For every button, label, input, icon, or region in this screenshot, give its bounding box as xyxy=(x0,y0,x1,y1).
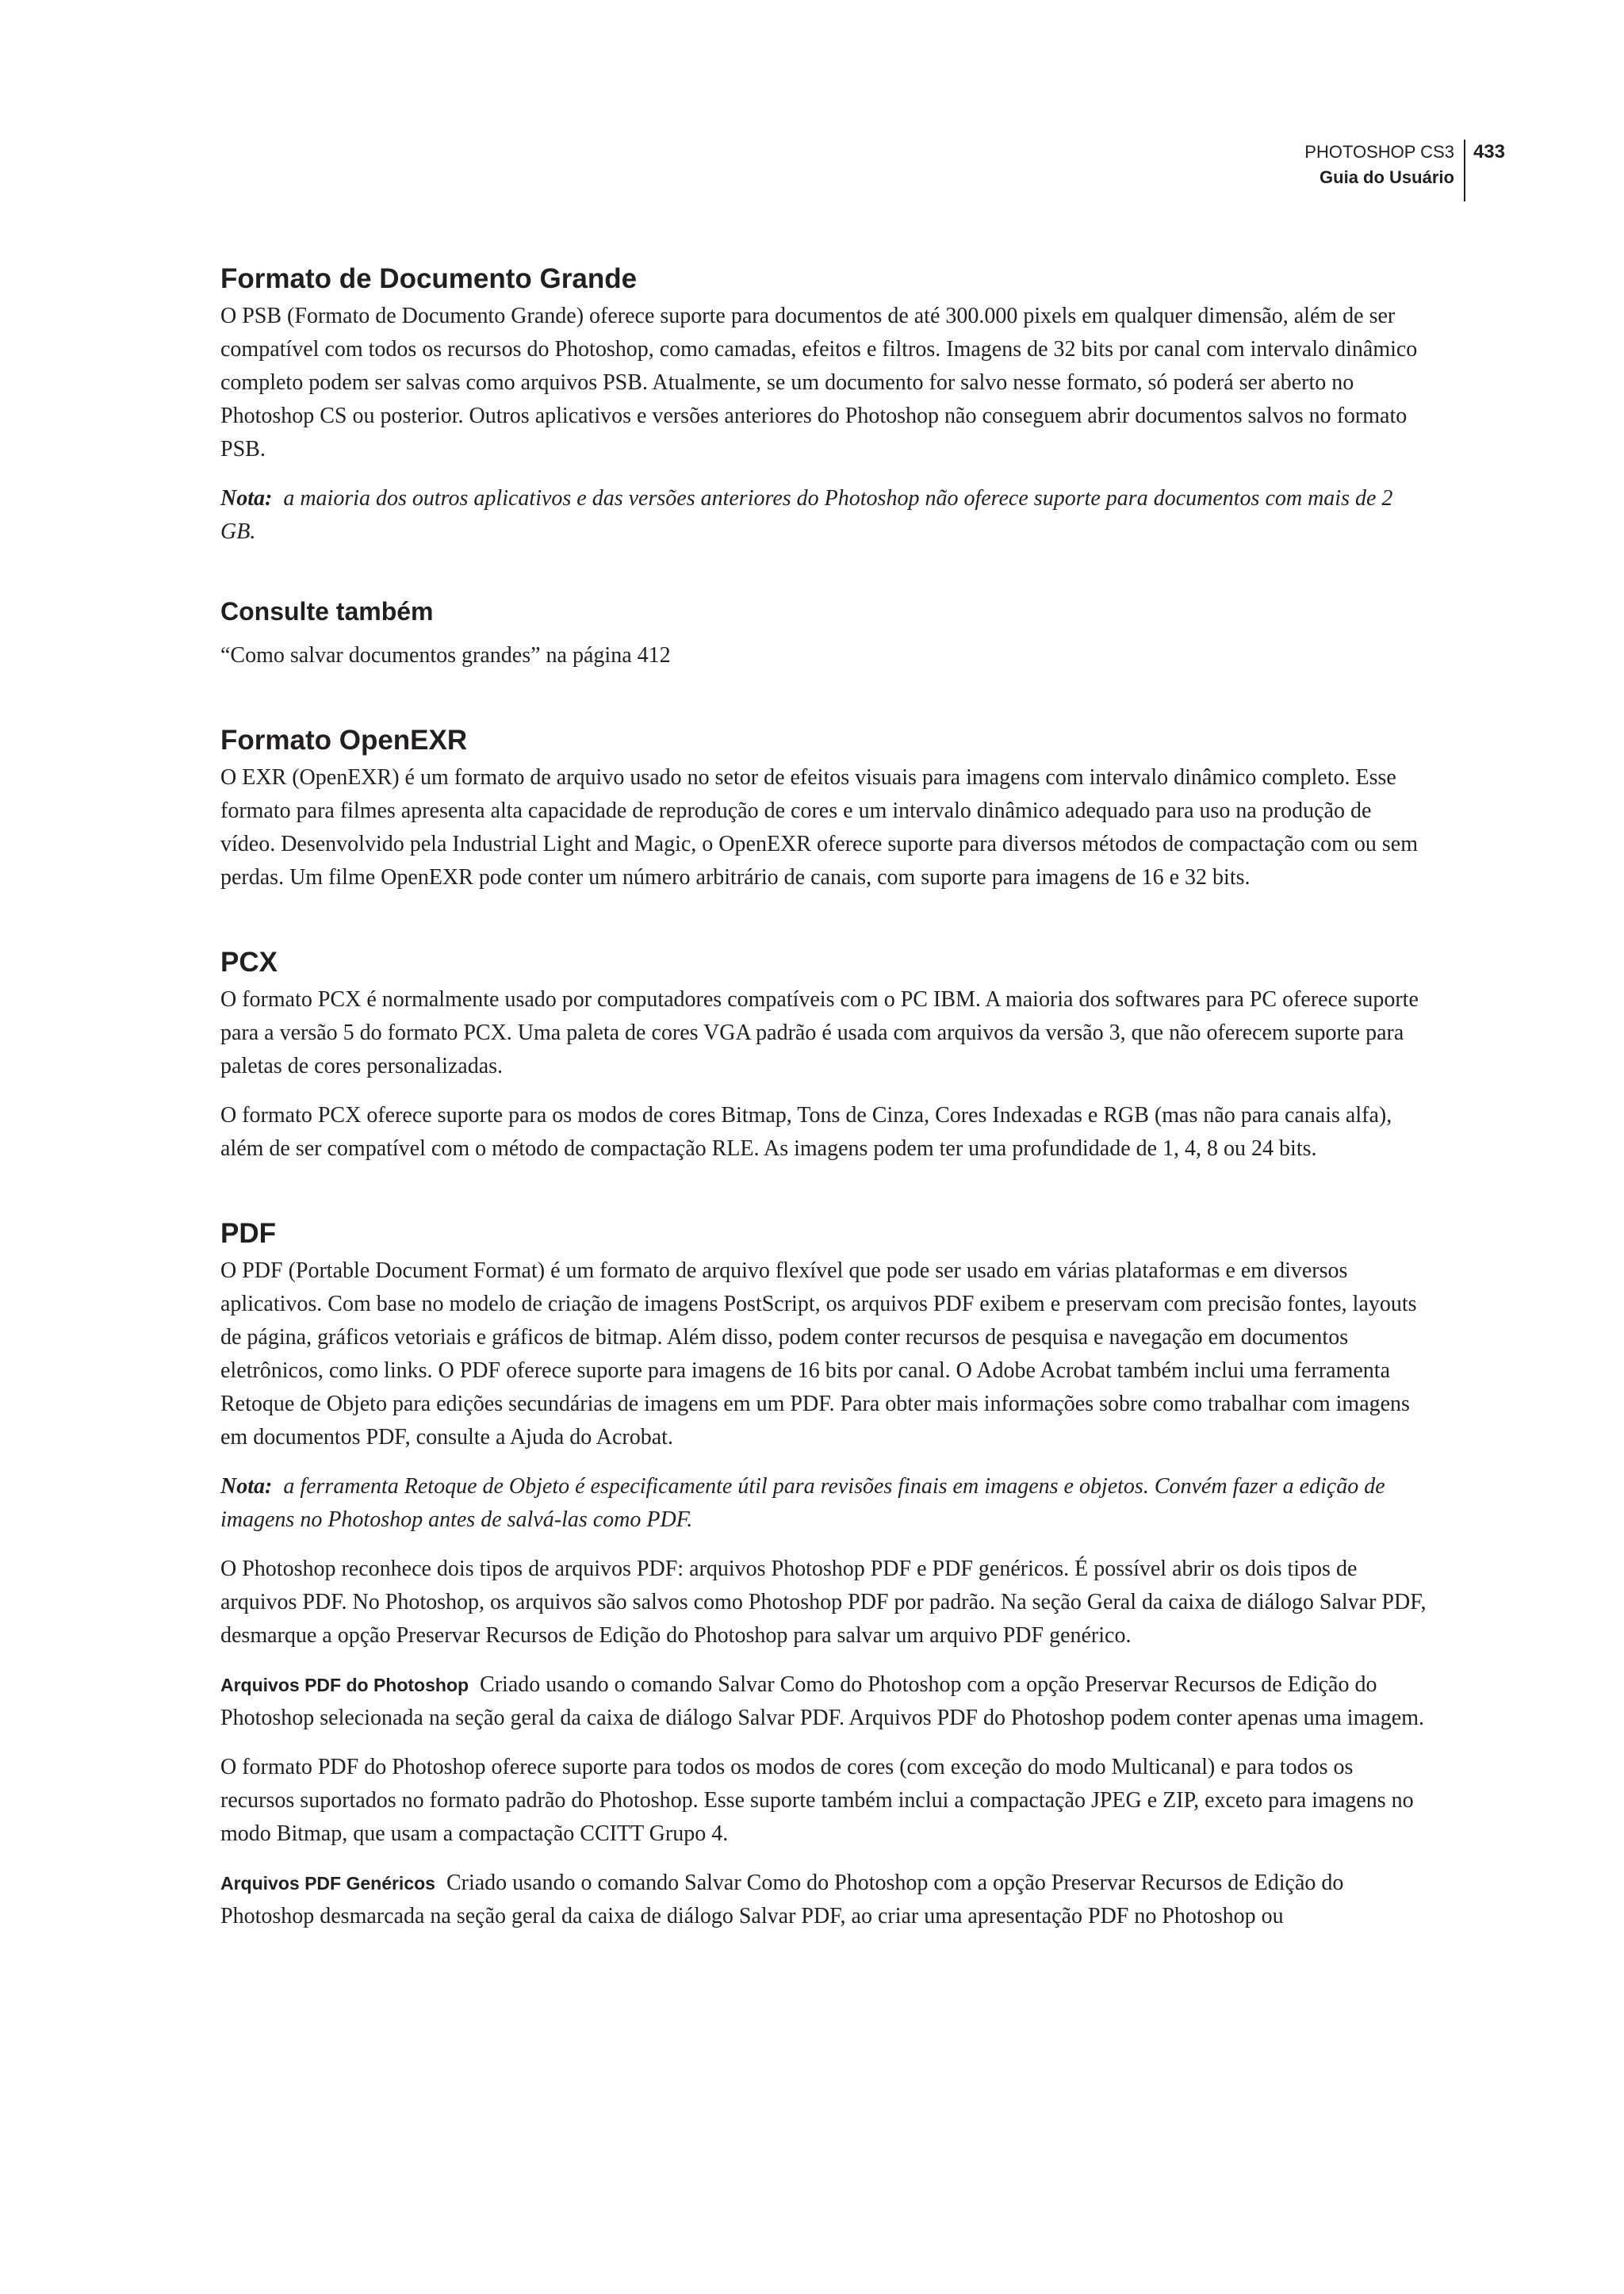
header-product: PHOTOSHOP CS3 xyxy=(1304,142,1454,162)
heading-pcx: PCX xyxy=(220,947,278,978)
note-text: a maioria dos outros aplicativos e das versões anteriores do Photoshop não oferece suporte para documentos com mais de 2 GB. xyxy=(220,486,1393,544)
heading-pdf: PDF xyxy=(220,1218,276,1249)
openexr-paragraph: O EXR (OpenEXR) é um formato de arquivo usado no setor de efeitos visuais para imagens com intervalo dinâmico completo. Esse formato para filmes apresenta alta capacidade de reprodução de cores e um intervalo dinâmico adequado para uso na produção de vídeo. Desenvolvido pela Industrial Light and Magic, o OpenEXR oferece suporte para diversos métodos de compactação com ou sem perdas. Um filme OpenEXR pode conter um número arbitrário de canais, com suporte para imagens de 16 e 32 bits. xyxy=(220,765,1418,890)
header-titles xyxy=(1304,140,1465,201)
note-label: Nota: xyxy=(220,1474,273,1499)
psb-note xyxy=(220,482,1427,549)
note-label: Nota: xyxy=(220,486,273,511)
heading-psb: Formato de Documento Grande xyxy=(220,263,638,294)
pdf-paragraph-3: O formato PDF do Photoshop oferece suporte para todos os modos de cores (com exceção do modo Multicanal) e para todos os recursos suportados no formato padrão do Photoshop. Esse suporte também inclui a compactação JPEG e ZIP, exceto para imagens no modo Bitmap, que usam a compactação CCITT Grupo 4. xyxy=(220,1755,1414,1846)
pdf-term-photoshop xyxy=(220,1668,1427,1735)
heading-see-also: Consulte também xyxy=(220,597,434,626)
pcx-paragraph-1: O formato PCX é normalmente usado por computadores compatíveis com o PC IBM. A maioria dos softwares para PC oferece suporte para a versão 5 do formato PCX. Uma paleta de cores VGA padrão é usada com arquivos da versão 3, que não oferecem suporte para paletas de cores personalizadas. xyxy=(220,987,1419,1078)
term-label: Arquivos PDF do Photoshop xyxy=(220,1675,469,1695)
page-number: 433 xyxy=(1473,141,1505,163)
pdf-paragraph-1: O PDF (Portable Document Format) é um formato de arquivo flexível que pode ser usado em várias plataformas e em diversos aplicativos. Com base no modelo de criação de imagens PostScript, os arquivos PDF exibem e preservam com precisão fontes, layouts de página, gráficos vetoriais e gráficos de bitmap. Além disso, podem conter recursos de pesquisa e navegação em documentos eletrônicos, como links. O PDF oferece suporte para imagens de 16 bits por canal. O Adobe Acrobat também inclui uma ferramenta Retoque de Objeto para edições secundárias de imagens em um PDF. Para obter mais informações sobre como trabalhar com imagens em documentos PDF, consulte a Ajuda do Acrobat. xyxy=(220,1258,1417,1450)
pdf-paragraph-2: O Photoshop reconhece dois tipos de arquivos PDF: arquivos Photoshop PDF e PDF genéricos. É possível abrir os dois tipos de arquivos PDF. No Photoshop, os arquivos são salvos como Photoshop PDF por padrão. Na seção Geral da caixa de diálogo Salvar PDF, desmarque a opção Preservar Recursos de Edição do Photoshop para salvar um arquivo PDF genérico. xyxy=(220,1557,1427,1648)
running-header xyxy=(1304,140,1505,201)
section-openexr xyxy=(220,723,1427,894)
term-label: Arquivos PDF Genéricos xyxy=(220,1873,435,1894)
header-guide: Guia do Usuário xyxy=(1320,167,1454,187)
page-content xyxy=(220,262,1427,1984)
psb-paragraph: O PSB (Formato de Documento Grande) oferece suporte para documentos de até 300.000 pixels em qualquer dimensão, além de ser compatível com todos os recursos do Photoshop, como camadas, efeitos e filtros. Imagens de 32 bits por canal com intervalo dinâmico completo podem ser salvas como arquivos PSB. Atualmente, se um documento for salvo nesse formato, só poderá ser aberto no Photoshop CS ou posterior. Outros aplicativos e versões anteriores do Photoshop não conseguem abrir documentos salvos no formato PSB. xyxy=(220,304,1418,461)
pcx-paragraph-2: O formato PCX oferece suporte para os modos de cores Bitmap, Tons de Cinza, Cores Indexadas e RGB (mas não para canais alfa), além de ser compatível com o método de compactação RLE. As imagens podem ter uma profundidade de 1, 4, 8 ou 24 bits. xyxy=(220,1103,1392,1161)
note-text: a ferramenta Retoque de Objeto é especificamente útil para revisões finais em imagens e objetos. Convém fazer a edição de imagens no Photoshop antes de salvá-las como PDF. xyxy=(220,1474,1385,1532)
term-text: Criado usando o comando Salvar Como do Photoshop com a opção Preservar Recursos de Edição do Photoshop selecionada na seção geral da caixa de diálogo Salvar PDF. Arquivos PDF do Photoshop podem conter apenas uma imagem. xyxy=(220,1672,1425,1730)
section-pdf xyxy=(220,1216,1427,1933)
section-pcx xyxy=(220,945,1427,1166)
see-also-link[interactable]: “Como salvar documentos grandes” na página 412 xyxy=(220,643,671,668)
heading-openexr: Formato OpenEXR xyxy=(220,725,468,756)
term-text: Criado usando o comando Salvar Como do Photoshop com a opção Preservar Recursos de Edição do Photoshop desmarcada na seção geral da caixa de diálogo Salvar PDF, ao criar uma apresentação PDF no Photoshop ou xyxy=(220,1871,1344,1928)
section-see-also xyxy=(220,595,1427,672)
section-psb xyxy=(220,262,1427,549)
pdf-term-generic xyxy=(220,1867,1427,1933)
pdf-note xyxy=(220,1470,1427,1537)
